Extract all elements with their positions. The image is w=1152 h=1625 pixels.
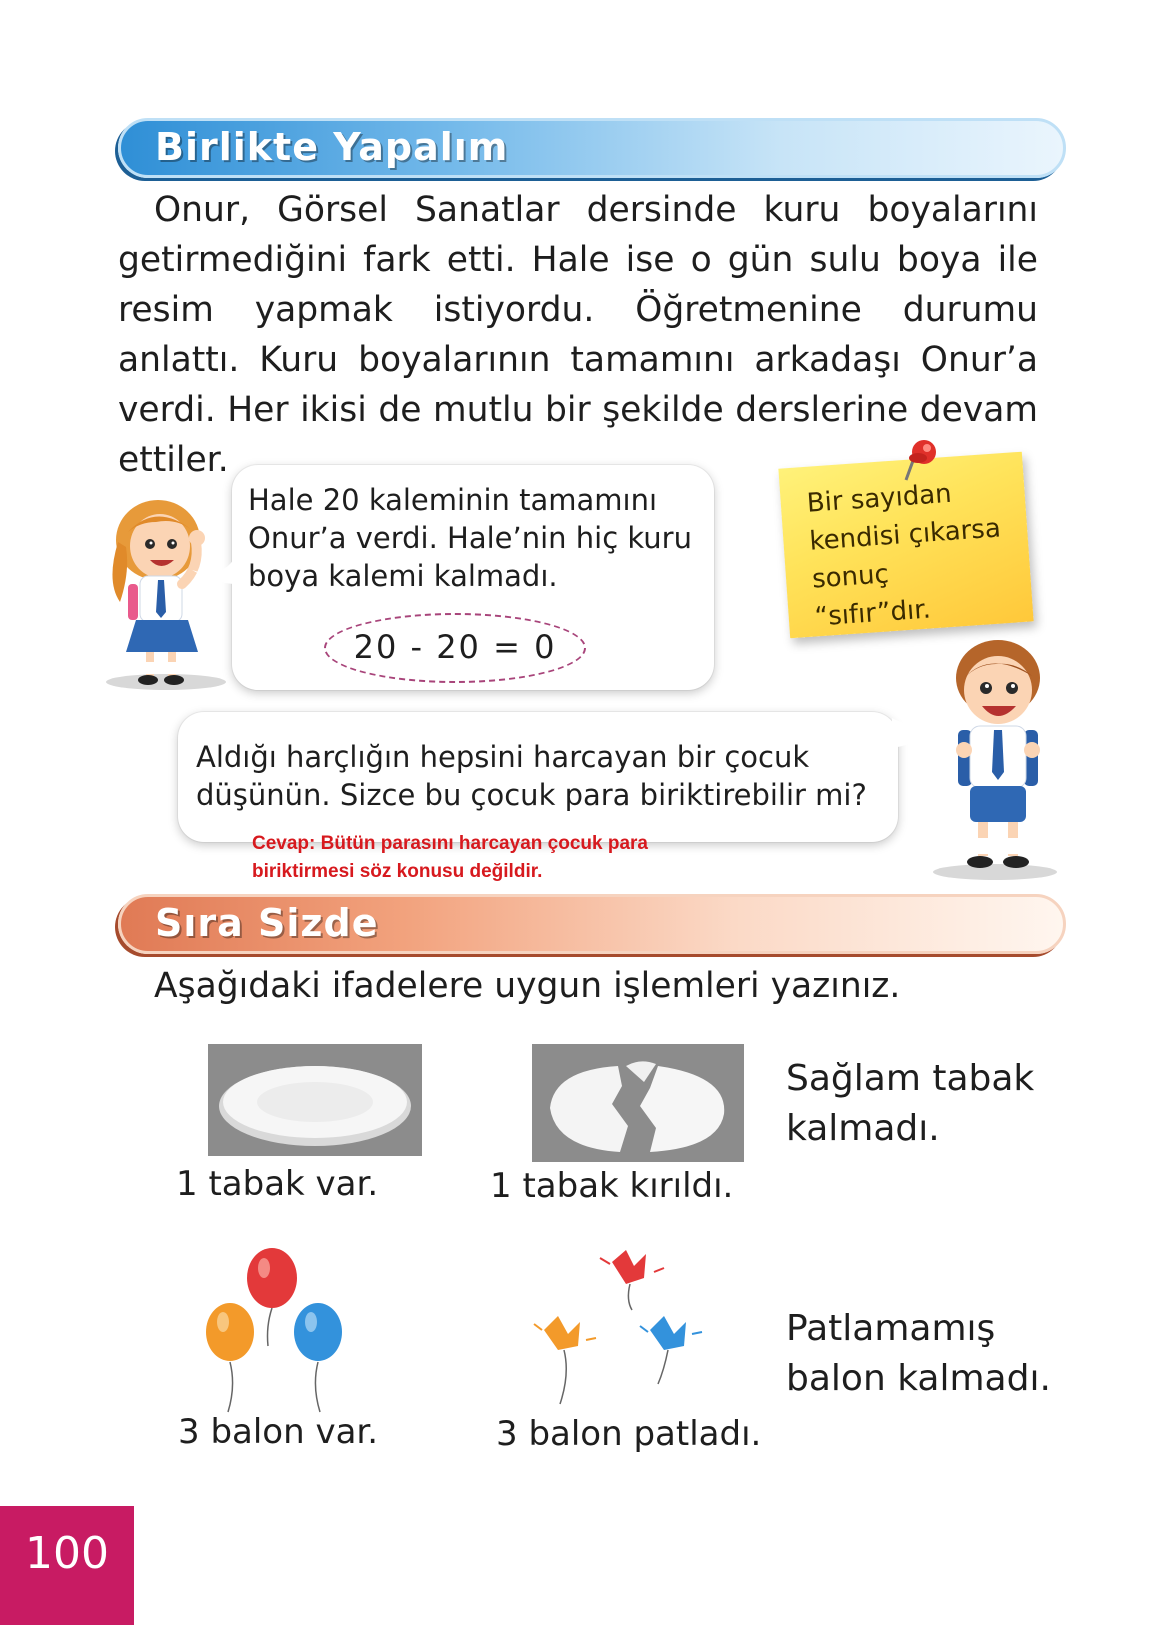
exercise-instruction: Aşağıdaki ifadelere uygun işlemleri yazınız. — [154, 966, 901, 1006]
answer-text — [252, 830, 772, 886]
whole-plate-photo — [208, 1044, 422, 1156]
side-note-line: Patlamamış — [786, 1308, 996, 1349]
caption-plate-var: 1 tabak var. — [176, 1164, 379, 1204]
answer-line: biriktirmesi söz konusu değildir. — [252, 861, 543, 882]
answer-line: Cevap: Bütün parasını harcayan çocuk para — [252, 833, 648, 854]
speech-bubble-tail — [192, 550, 242, 590]
bubble-hale-text — [248, 481, 698, 595]
speech-bubble-tail — [892, 714, 948, 754]
bubble-hale-line: boya kalemi kalmadı. — [248, 559, 558, 593]
page-number: 100 — [25, 1528, 109, 1579]
sticky-note-line: Bir sayıdan — [805, 478, 953, 519]
sticky-note-line: kendisi çıkarsa — [808, 513, 1002, 557]
speech-bubble-question — [178, 712, 898, 842]
caption-plate-kirildi: 1 tabak kırıldı. — [490, 1166, 734, 1206]
speech-bubble-hale — [232, 465, 714, 690]
caption-balloon-var: 3 balon var. — [178, 1412, 379, 1452]
three-balloons-illustration — [196, 1246, 356, 1426]
bubble-hale-line: Onur’a verdi. Hale’nin hiç kuru — [248, 521, 692, 555]
side-note-line: Sağlam tabak — [786, 1058, 1035, 1099]
broken-plate-photo — [532, 1044, 744, 1162]
section-title: Sıra Sizde — [155, 901, 379, 945]
section-title: Birlikte Yapalım — [155, 125, 509, 169]
girl-illustration — [96, 492, 236, 692]
sticky-note-line: sonuç “sıfır”dır. — [811, 559, 932, 633]
page-number-box — [0, 1506, 134, 1625]
caption-balloon-patladi: 3 balon patladı. — [496, 1414, 762, 1454]
pushpin-icon — [900, 436, 944, 488]
popped-balloons-illustration — [530, 1244, 730, 1424]
equation-oval: 20 - 20 = 0 — [324, 613, 586, 683]
boy-illustration — [920, 632, 1070, 882]
side-note-tabak — [786, 1054, 1034, 1154]
side-note-balon — [786, 1304, 1051, 1404]
question-line: Aldığı harçlığın hepsini harcayan bir çocuk — [196, 740, 810, 774]
side-note-line: balon kalmadı. — [786, 1358, 1051, 1399]
sticky-note-text — [806, 471, 1016, 637]
section-banner-sira-sizde — [118, 894, 1066, 954]
question-text — [196, 738, 876, 814]
bubble-hale-line: Hale 20 kaleminin tamamını — [248, 483, 658, 517]
story-paragraph: Onur, Görsel Sanatlar dersinde kuru boyalarını getirmediğini fark etti. Hale ise o gün sulu boya ile resim yapmak istiyordu. Öğretmenine durumu anlattı. Kuru boyalarının tamamını arkadaşı Onur’a verdi. Her ikisi de mutlu bir şekilde derslerine devam ettiler. — [118, 190, 1038, 480]
question-line: düşünün. Sizce bu çocuk para biriktirebilir mi? — [196, 778, 867, 812]
side-note-line: kalmadı. — [786, 1108, 940, 1149]
section-banner-birlikte-yapalim — [118, 118, 1066, 178]
